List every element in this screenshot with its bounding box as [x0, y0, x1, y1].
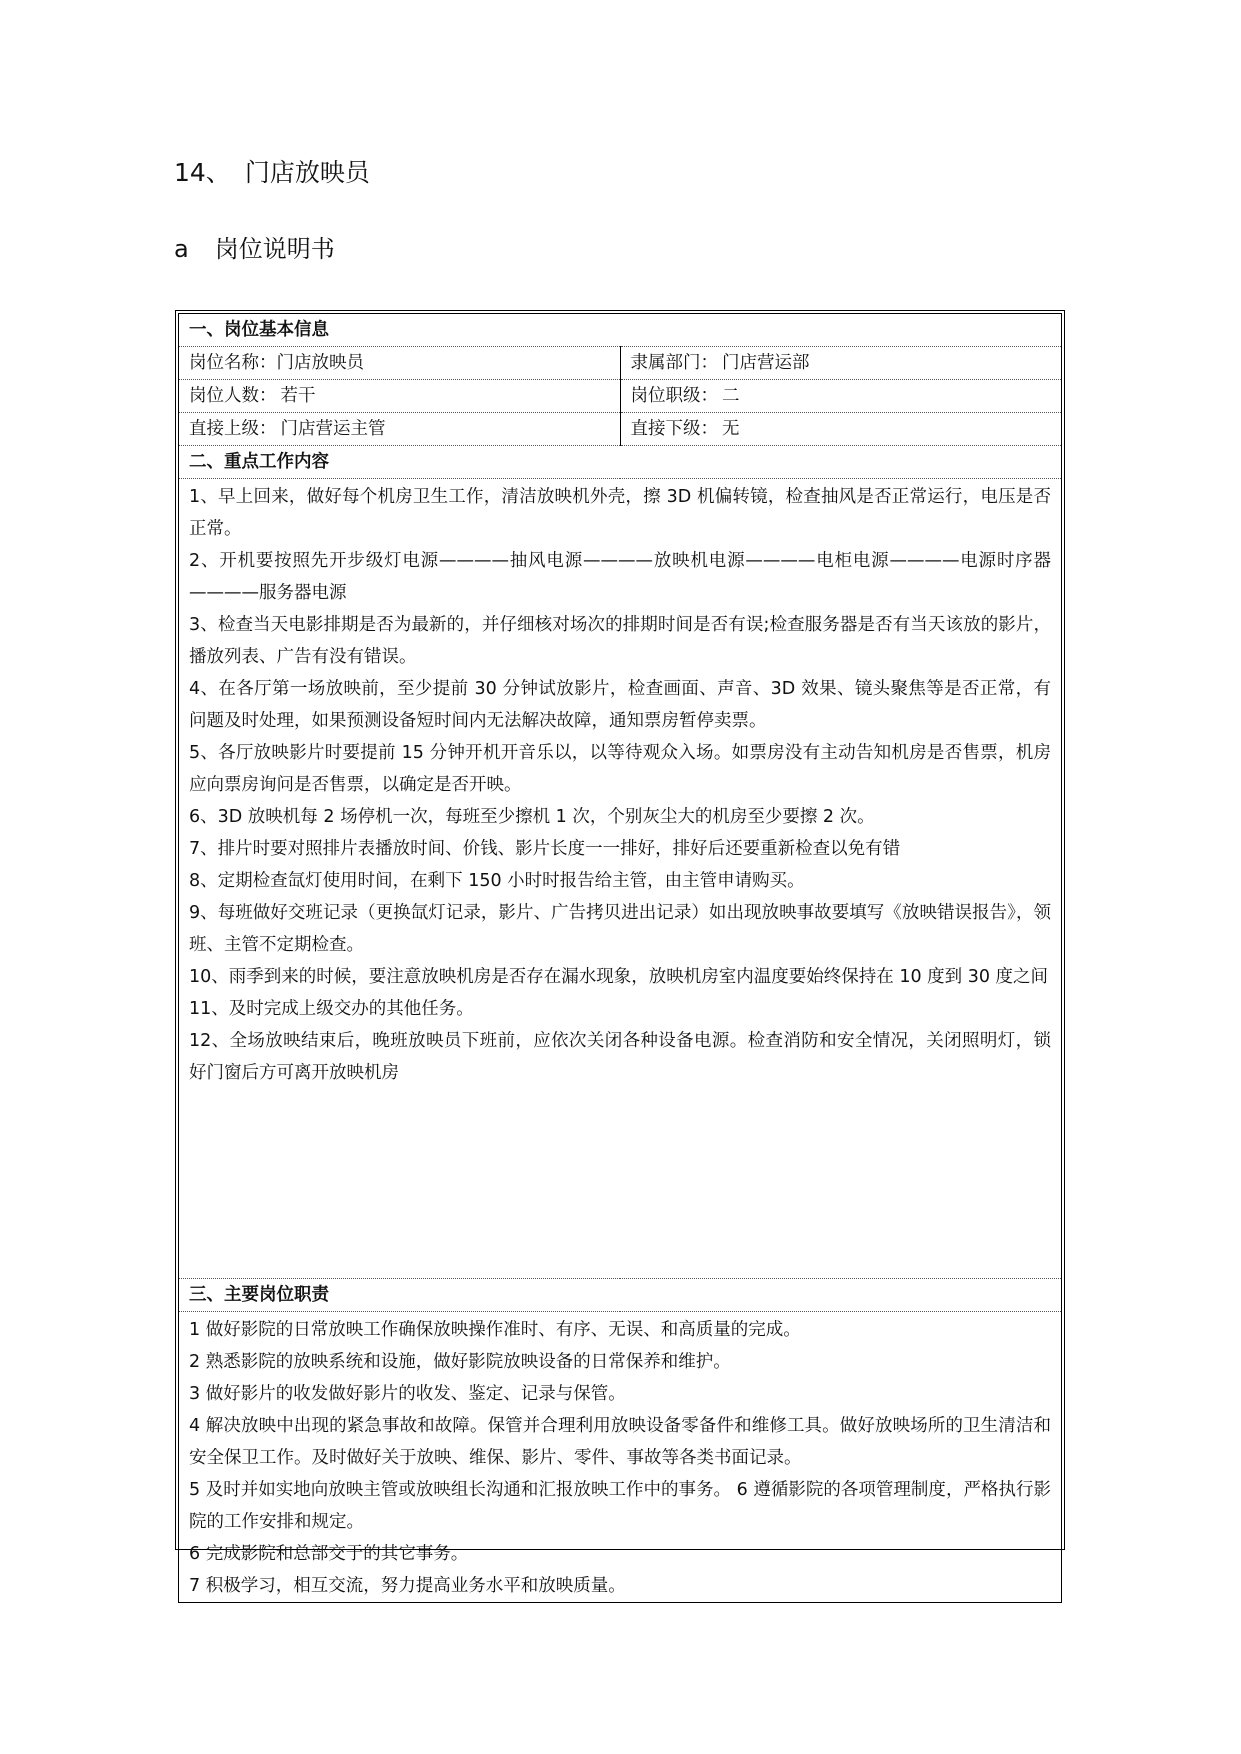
list-item: 3、检查当天电影排期是否为最新的，并仔细核对场次的排期时间是否有误;检查服务器是否有当天该放的影片，播放列表、广告有没有错误。 [189, 615, 1051, 667]
headcount-cell [179, 380, 621, 413]
list-item: 9、每班做好交班记录（更换氙灯记录，影片、广告拷贝进出记录）如出现放映事故要填写《放映错误报告》，领班、主管不定期检查。 [189, 903, 1051, 955]
basic-info-header-row [179, 314, 1062, 347]
list-item: 3 做好影片的收发做好影片的收发、鉴定、记录与保管。 [189, 1384, 626, 1404]
list-item: 4 解决放映中出现的紧急事故和故障。保管并合理利用放映设备零备件和维修工具。做好放映场所的卫生清洁和安全保卫工作。及时做好关于放映、维保、影片、零件、事故等各类书面记录。 [189, 1416, 1051, 1468]
department-value: 门店营运部 [722, 353, 810, 373]
list-item: 6 完成影院和总部交于的其它事务。 [189, 1544, 469, 1564]
list-item: 4、在各厅第一场放映前，至少提前 30 分钟试放影片，检查画面、声音、3D 效果、镜头聚焦等是否正常，有问题及时处理，如果预测设备短时间内无法解决故障，通知票房暂停卖票。 [189, 679, 1051, 731]
page-heading [174, 156, 370, 190]
list-item: 11、及时完成上级交办的其他任务。 [189, 999, 474, 1019]
duties-header-row [179, 1279, 1062, 1312]
department-label: 隶属部门： [630, 353, 718, 373]
superior-value: 门店营运主管 [280, 419, 386, 439]
list-item: 7、排片时要对照排片表播放时间、价钱、影片长度一一排好，排好后还要重新检查以免有错 [189, 839, 901, 859]
heading-number: 14、 [174, 158, 231, 187]
heading-title: 门店放映员 [244, 158, 370, 187]
subordinate-value: 无 [722, 419, 740, 439]
list-item: 8、定期检查氙灯使用时间，在剩下 150 小时时报告给主管，由主管申请购买。 [189, 871, 805, 891]
table-row [179, 347, 1062, 380]
key-work-content [179, 479, 1062, 1279]
grade-value: 二 [722, 386, 740, 406]
department-cell [620, 347, 1062, 380]
basic-info-title: 一、岗位基本信息 [179, 314, 1062, 347]
job-description-table [178, 313, 1062, 1603]
list-item: 2 熟悉影院的放映系统和设施，做好影院放映设备的日常保养和维护。 [189, 1352, 731, 1372]
list-item: 12、全场放映结束后，晚班放映员下班前，应依次关闭各种设备电源。检查消防和安全情况，关闭照明灯，锁好门窗后方可离开放映机房 [189, 1031, 1051, 1083]
position-name-label: 岗位名称： [189, 353, 277, 373]
superior-label: 直接上级： [189, 419, 277, 439]
section-heading [174, 232, 335, 266]
section-title: 岗位说明书 [214, 235, 335, 263]
list-item: 7 积极学习，相互交流，努力提高业务水平和放映质量。 [189, 1576, 626, 1596]
list-item: 5、各厅放映影片时要提前 15 分钟开机开音乐以，以等待观众入场。如票房没有主动告知机房是否售票，机房应向票房询问是否售票，以确定是否开映。 [189, 743, 1051, 795]
subordinate-cell [620, 413, 1062, 446]
duties-content [179, 1312, 1062, 1603]
list-item: 6、3D 放映机每 2 场停机一次，每班至少擦机 1 次，个别灰尘大的机房至少要擦 2 次。 [189, 807, 875, 827]
list-item: 1 做好影院的日常放映工作确保放映操作准时、有序、无误、和高质量的完成。 [189, 1320, 801, 1340]
key-work-body-row [179, 479, 1062, 1279]
table-row [179, 413, 1062, 446]
duties-body-row [179, 1312, 1062, 1603]
subordinate-label: 直接下级： [630, 419, 718, 439]
grade-cell [620, 380, 1062, 413]
position-name-value: 门店放映员 [276, 353, 364, 373]
list-item: 10、雨季到来的时候，要注意放映机房是否存在漏水现象，放映机房室内温度要始终保持在 10 度到 30 度之间 [189, 967, 1049, 987]
section-letter: a [174, 235, 189, 263]
duties-title: 三、主要岗位职责 [179, 1279, 1062, 1312]
superior-cell [179, 413, 621, 446]
grade-label: 岗位职级： [630, 386, 718, 406]
position-name-cell [179, 347, 621, 380]
table-row [179, 380, 1062, 413]
headcount-label: 岗位人数： [189, 386, 277, 406]
list-item: 1、早上回来，做好每个机房卫生工作，清洁放映机外壳，擦 3D 机偏转镜，检查抽风是否正常运行，电压是否正常。 [189, 487, 1051, 539]
key-work-title: 二、重点工作内容 [179, 446, 1062, 479]
list-item: 5 及时并如实地向放映主管或放映组长沟通和汇报放映工作中的事务。 6 遵循影院的各项管理制度，严格执行影院的工作安排和规定。 [189, 1480, 1051, 1532]
headcount-value: 若干 [280, 386, 316, 406]
list-item: 2、开机要按照先开步级灯电源————抽风电源————放映机电源————电柜电源————电源时序器————服务器电源 [189, 551, 1051, 603]
key-work-header-row [179, 446, 1062, 479]
job-description-frame [175, 310, 1065, 1596]
